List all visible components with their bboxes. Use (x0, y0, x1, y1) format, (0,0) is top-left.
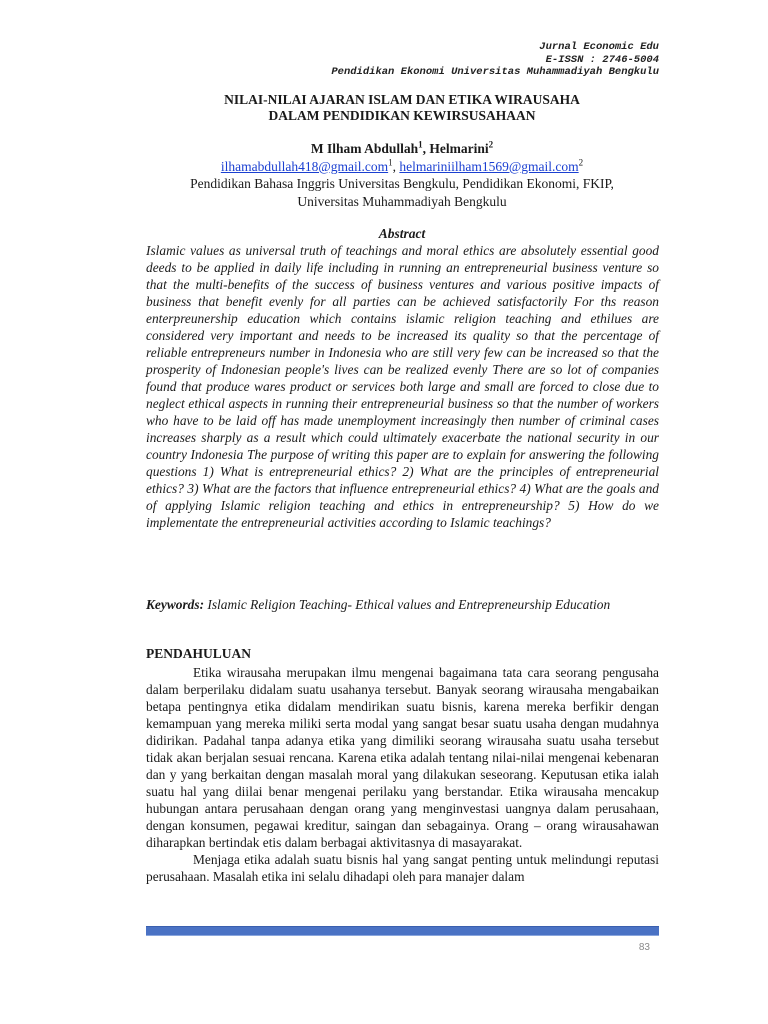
email-2-sup: 2 (578, 157, 584, 167)
title-line-1: NILAI-NILAI AJARAN ISLAM DAN ETIKA WIRAUSAHA (224, 92, 580, 107)
journal-issn: E-ISSN : 2746-5004 (545, 53, 659, 66)
email-separator: , (392, 158, 400, 174)
journal-name: Jurnal Economic Edu (539, 41, 659, 53)
email-link-1[interactable]: ilhamabdullah418@gmail.com (220, 158, 389, 174)
title-line-2: DALAM PENDIDIKAN KEWIRSUSAHAAN (268, 108, 536, 123)
author-separator: , (422, 141, 430, 156)
paper-title (146, 92, 658, 124)
author-block (146, 140, 658, 210)
page-number: 83 (638, 942, 650, 953)
keywords-text: Islamic Religion Teaching- Ethical values and Entrepreneurship Education (204, 597, 611, 612)
keywords-label: Keywords: (146, 597, 205, 612)
author-2: Helmarini (429, 141, 489, 156)
paragraph-1: Etika wirausaha merupakan ilmu mengenai bagaimana tata cara seorang pengusaha dalam berperilaku didalam suatu usahanya tersebut. Banyak seorang wirausaha mengabaikan betapa pentingnya etika didalam mendirikan suatu bisnis, karena mereka berfikir dengan kemampuan yang mereka miliki serta modal yang sangat besar suatu usaha dengan mudahnya didirikan. Padahal tanpa adanya etika yang dimiliki seorang wirausaha suatu usaha tersebut tidak akan berjalan sesuai rencana. Karena etika adalah tentang nilai-nilai mengenai kebenaran dan y yang berkaitan dengan masalah moral yang dilakukan seseorang. Keputusan etika ialah suatu hal yang diilai benar mengenai perilaku yang berstandar. Etika wirausaha mencakup hubungan antara perusahaan dengan orang yang menginvestasi uangnya dalam perusahaan, dengan konsumen, pegawai kreditur, saingan dan sebagainya. Orang – orang wirausahawan diharapkan bertindak etis dalam berbagai aktivitasnya di masayarakat. (146, 665, 659, 850)
journal-publisher: Pendidikan Ekonomi Universitas Muhammadiyah Bengkulu (331, 66, 659, 78)
affiliation-line-2: Universitas Muhammadiyah Bengkulu (297, 193, 507, 209)
author-emails (146, 158, 658, 176)
keywords (146, 596, 658, 613)
email-link-2[interactable]: helmariniilham1569@gmail.com (399, 158, 579, 174)
abstract-heading: Abstract (378, 226, 426, 241)
author-1-sup: 1 (418, 139, 423, 150)
author-1: M Ilham Abdullah (310, 141, 419, 156)
paragraph-2: Menjaga etika adalah suatu bisnis hal yang sangat penting untuk melindungi reputasi perusahaan. Masalah etika ini selalu dihadapi oleh para manajer dalam (146, 852, 659, 884)
section-body-pendahuluan (146, 664, 659, 885)
author-2-sup: 2 (488, 139, 494, 150)
footer-bar (146, 926, 659, 936)
author-names (146, 140, 658, 158)
abstract-text: Islamic values as universal truth of teachings and moral ethics are absolutely essential good deeds to be applied in daily life including in running an entrepreneurial business venture so that the multi-benefits of the success of business ventures and various positive impacts of business that benefit evenly for all parties can be achieved satisfactorily For ths reason enterpreunership education which contains islamic religion teaching and ethilues are considered very important and needs to be increased its quality so that the percentage of reliable entrepreneurs number in Indonesia who are still very few can be increased so that the prosperity of Indonesian people's lives can be realized evenly There are so lot of companies found that produce wares product or services both large and small are forced to close due to neglect ethical aspects in running their entrepreneurial business so that the number of workers who have to be laid off has made unemployment increasingly then number of criminal cases increases sharply as a result which could ultimately exacerbate the national security in our country Indonesia The purpose of writing this paper are to explain for answering the following questions 1) What is entrepreneurial ethics? 2) What are the principles of entrepreneurial ethics? 3) What are the factors that influence entrepreneurial ethics? 4) What are the goals and of applying Islamic religion teaching and ethics in entrepreneurship? 5) How do we implementate the entrepreneurial activities according to Islamic teachings? (146, 243, 659, 530)
affiliation-line-1: Pendidikan Bahasa Inggris Universitas Bengkulu, Pendidikan Ekonomi, FKIP, (190, 176, 614, 191)
section-heading-pendahuluan: PENDAHULUAN (146, 646, 252, 661)
email-1-sup: 1 (388, 157, 393, 167)
journal-header (331, 41, 659, 79)
